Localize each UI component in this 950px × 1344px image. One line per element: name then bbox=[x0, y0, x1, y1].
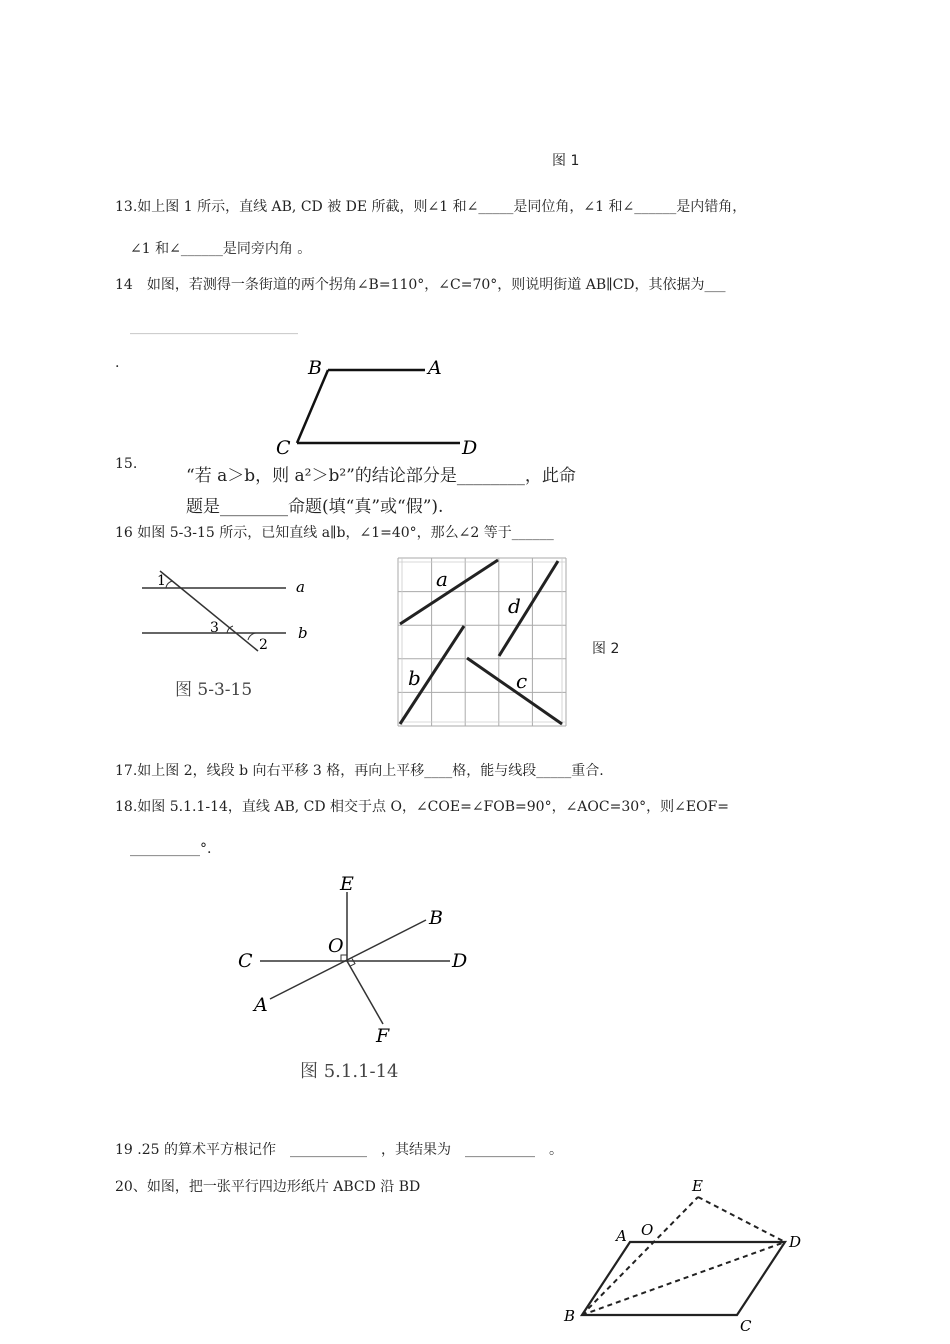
label-d: D bbox=[452, 950, 468, 972]
segment-d-label: d bbox=[508, 594, 521, 618]
label-a: A bbox=[254, 994, 268, 1016]
question-14-line-1: 14 如图，若测得一条街道的两个拐角∠B=110°，∠C=70°，则说明街道 AB∥CD，其依据为___ bbox=[115, 277, 726, 293]
segment-b-label: b bbox=[408, 666, 421, 690]
segment-bc bbox=[297, 370, 328, 443]
angle-2-label: 2 bbox=[259, 637, 268, 653]
question-17-text: 17.如上图 2，线段 b 向右平移 3 格，再向上平移____格，能与线段_____重合. bbox=[115, 763, 604, 779]
label-b: B bbox=[429, 907, 443, 929]
question-20-text: 20、如图，把一张平行四边形纸片 ABCD 沿 BD bbox=[115, 1179, 421, 1195]
figure-5-3-15-caption: 图 5-3-15 bbox=[175, 680, 253, 700]
segment-a-label: a bbox=[436, 567, 448, 591]
right-angle-fob bbox=[350, 959, 355, 967]
question-18-line-2: __________°. bbox=[130, 841, 212, 857]
question-15-line-1: “若 a＞b，则 a²＞b²”的结论部分是________，此命 bbox=[186, 466, 576, 486]
grid-figure bbox=[398, 558, 568, 728]
grid-lines bbox=[398, 558, 566, 726]
line-ab bbox=[270, 920, 426, 999]
label-c: C bbox=[276, 437, 291, 459]
question-13-line-1: 13.如上图 1 所示，直线 AB, CD 被 DE 所截，则∠1 和∠_____是同位角，∠1 和∠______是内错角， bbox=[115, 199, 747, 215]
label-e: E bbox=[340, 873, 354, 895]
label-b: B bbox=[564, 1307, 576, 1325]
label-d: D bbox=[789, 1233, 802, 1251]
folded-edge-ed bbox=[698, 1197, 785, 1242]
label-d: D bbox=[462, 437, 478, 459]
label-c: C bbox=[740, 1317, 752, 1335]
parallel-lines-figure bbox=[140, 565, 340, 705]
label-o: O bbox=[328, 935, 344, 957]
question-14-answer-blank: ________________________ bbox=[130, 319, 298, 335]
label-e: E bbox=[692, 1177, 703, 1195]
angle-3-label: 3 bbox=[210, 620, 219, 636]
angle-2-arc bbox=[248, 633, 256, 640]
figure-1-caption: 图 1 bbox=[552, 153, 580, 169]
segment-c bbox=[467, 658, 562, 724]
label-f: F bbox=[376, 1025, 390, 1047]
question-15-line-2: 题是________命题(填“真”或“假”). bbox=[186, 497, 444, 517]
question-18-line-1: 18.如图 5.1.1-14，直线 AB, CD 相交于点 O，∠COE=∠FOB=90°，∠AOC=30°，则∠EOF= bbox=[115, 799, 730, 815]
question-19-text: 19 .25 的算术平方根记作 ___________ ，其结果为 __________ 。 bbox=[115, 1142, 563, 1158]
intersecting-lines-figure bbox=[230, 868, 490, 1088]
grid-inner-lines bbox=[398, 558, 566, 726]
line-a-label: a bbox=[296, 578, 305, 596]
question-13-line-2: ∠1 和∠______是同旁内角 。 bbox=[130, 241, 312, 257]
label-a: A bbox=[428, 357, 442, 379]
label-a: A bbox=[616, 1227, 627, 1245]
angle-1-label: 1 bbox=[157, 573, 166, 589]
question-14-period: . bbox=[115, 355, 120, 371]
line-b-label: b bbox=[298, 624, 308, 642]
segment-c-label: c bbox=[516, 669, 528, 693]
label-b: B bbox=[308, 357, 322, 379]
figure-2-caption: 图 2 bbox=[592, 641, 620, 657]
folded-parallelogram-figure bbox=[560, 1175, 800, 1340]
question-15-number: 15. bbox=[115, 456, 138, 472]
question-16-text: 16 如图 5-3-15 所示，已知直线 a∥b，∠1=40°，那么∠2 等于______ bbox=[115, 525, 554, 541]
diagonal-bd bbox=[582, 1242, 785, 1315]
label-o: O bbox=[641, 1221, 654, 1239]
label-c: C bbox=[238, 950, 253, 972]
street-figure bbox=[270, 350, 520, 460]
transversal bbox=[160, 571, 258, 651]
folded-edge-be bbox=[582, 1197, 698, 1315]
angle-1-arc bbox=[166, 581, 173, 588]
ray-of bbox=[347, 961, 383, 1024]
figure-5-1-1-14-caption: 图 5.1.1-14 bbox=[300, 1061, 399, 1082]
